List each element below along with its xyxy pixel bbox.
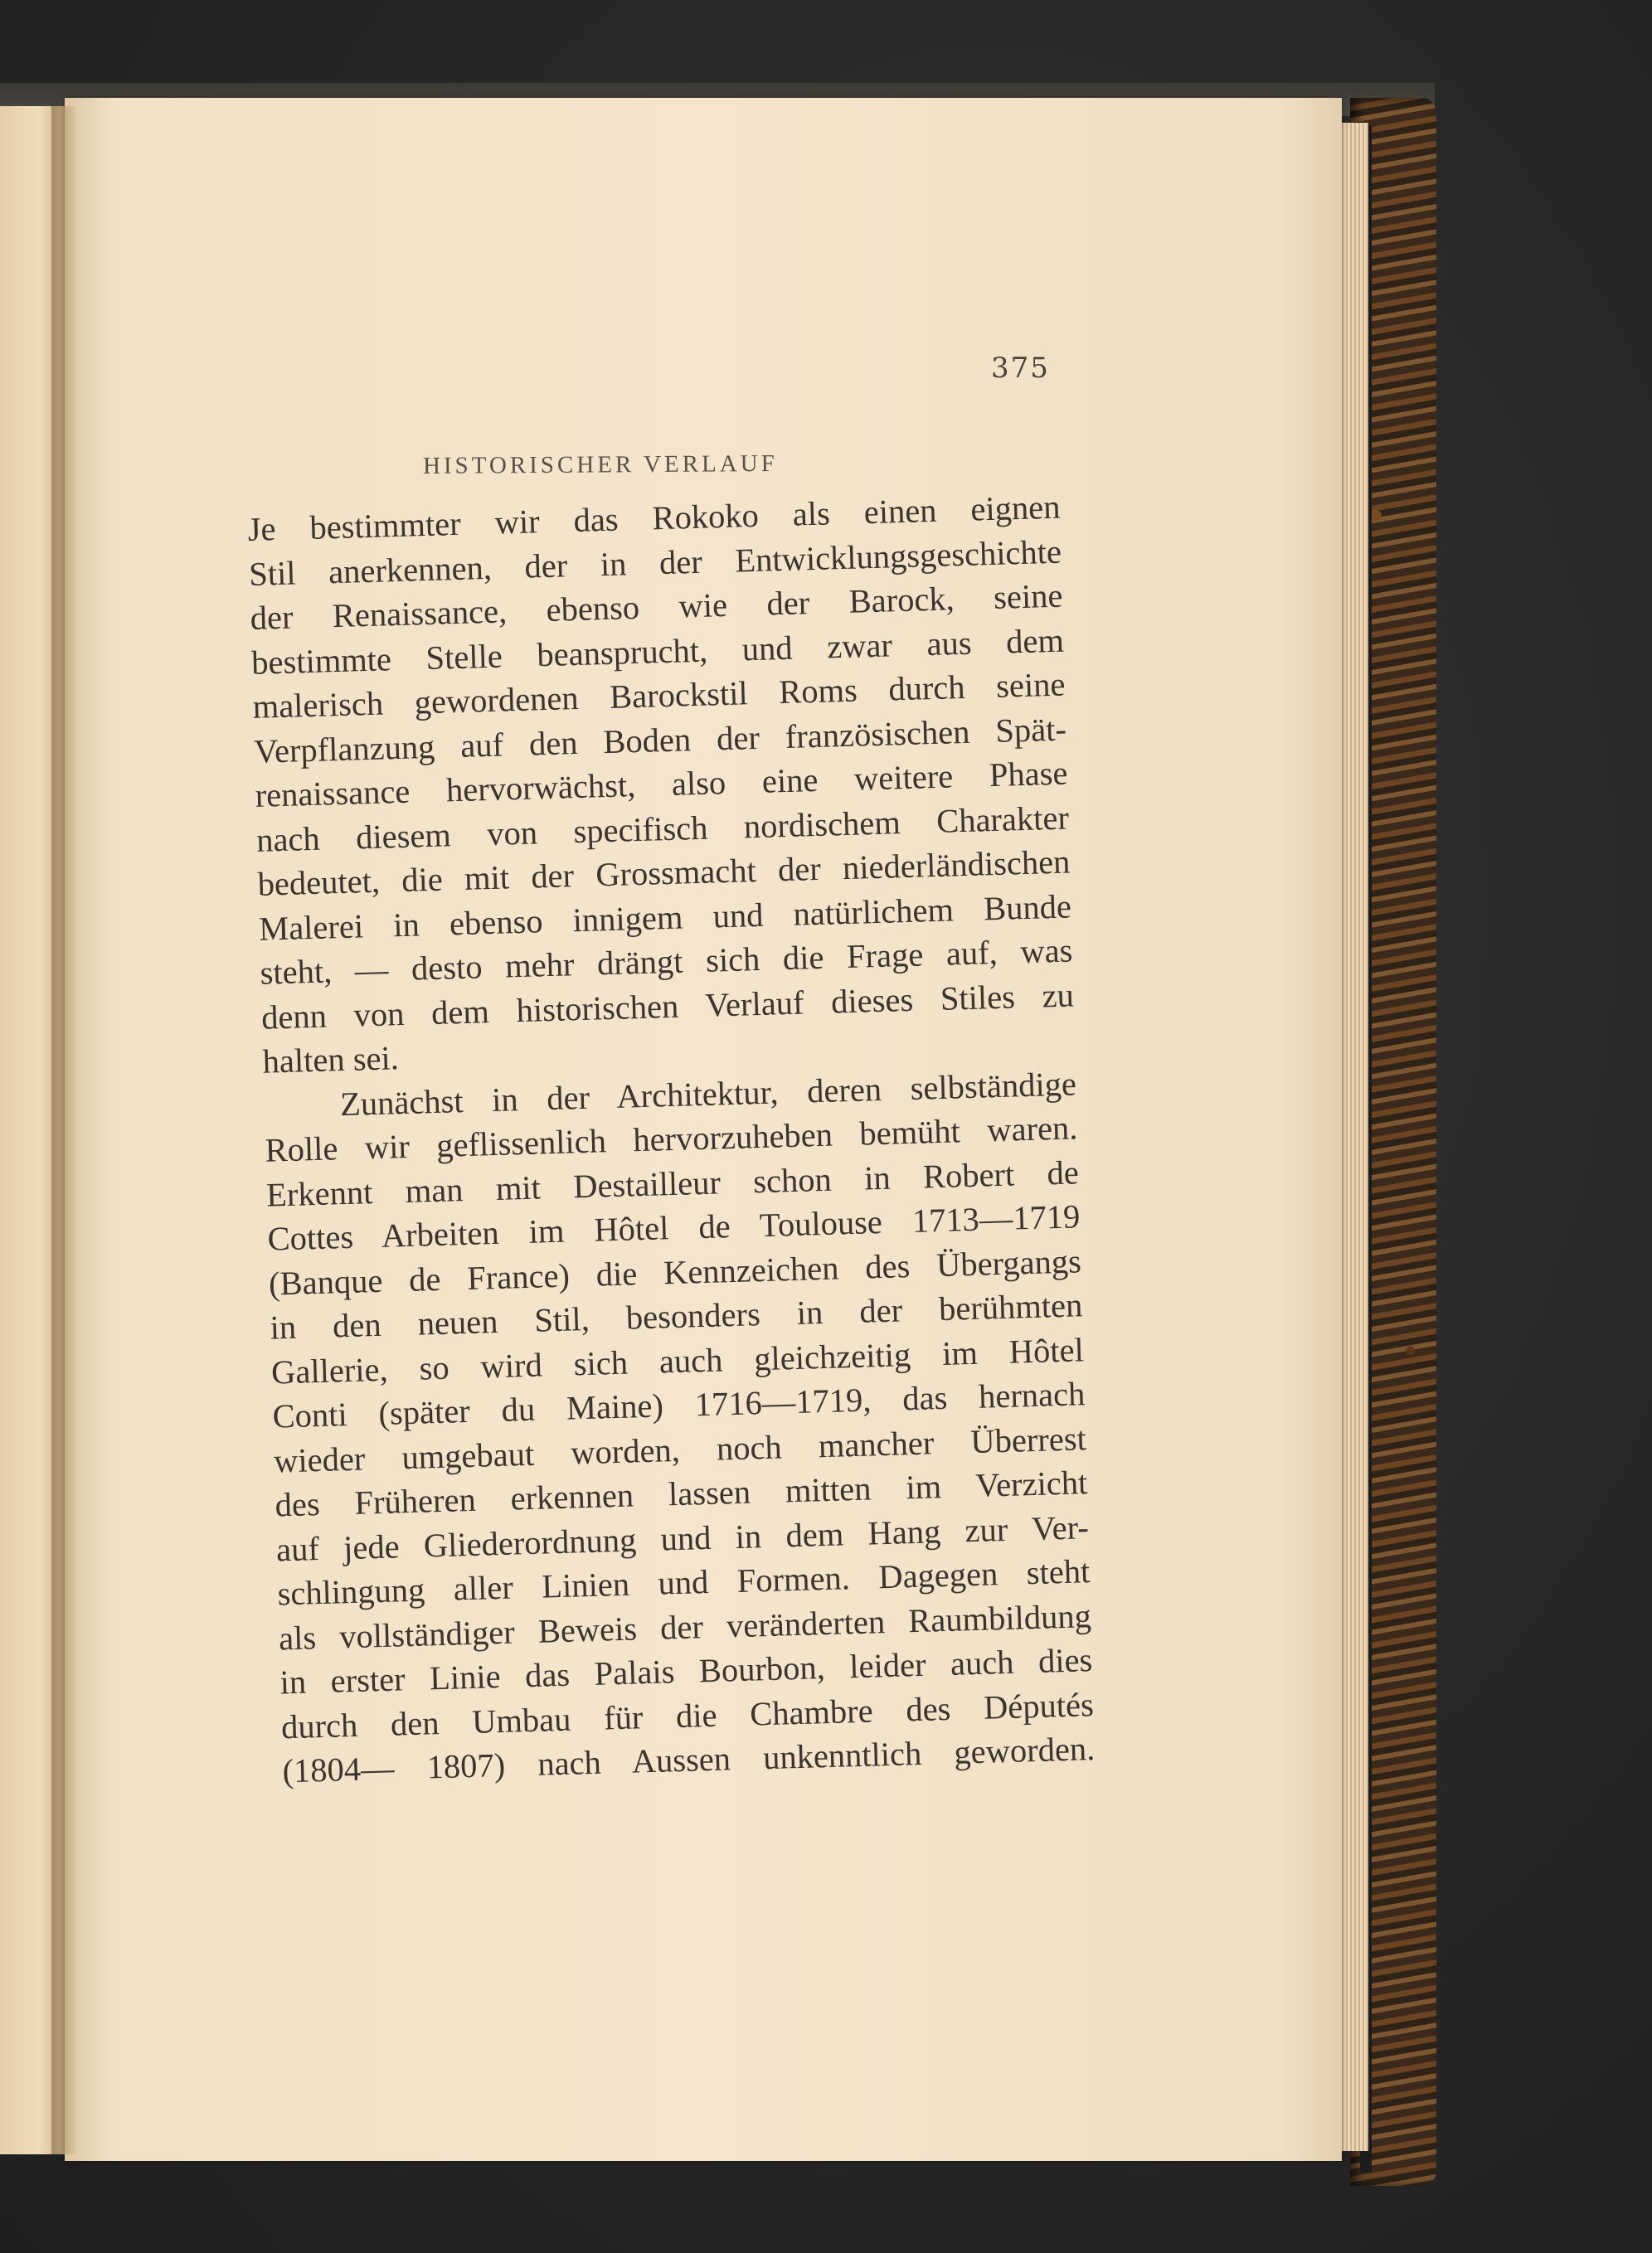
text-line: schlingung aller Linien und Formen. Dagegen steht [276,1552,1091,1613]
text-line: denn von dem historischen Verlauf dieses Stiles zu [260,975,1075,1037]
text-line: Conti (später du Maine) 1716—1719, das hernach [271,1375,1086,1435]
text-line: nach diesem von specifisch nordischem Charakter [255,798,1070,859]
text-line: Verpflanzung auf den Boden der französischen Spät- [253,710,1067,770]
text-line: (1804— 1807) nach Aussen unkenntlich geworden. [281,1730,1096,1790]
text-line: bedeutet, die mit der Grossmacht der niederländischen [257,842,1071,903]
text-line: Gallerie, so wird sich auch gleichzeitig im Hôtel [270,1330,1085,1391]
text-line: halten sei. [262,1039,400,1080]
text-line: wieder umgebaut worden, noch mancher Überrest [273,1419,1087,1480]
text-line: malerisch gewordenen Barockstil Roms durch seine [252,665,1066,726]
text-line: (Banque de France) die Kennzeichen des Übergangs [268,1241,1082,1303]
paragraph-2 [263,1061,1096,1794]
text-line: Je bestimmter wir das Rokoko als einen eignen [247,488,1061,548]
text-line: Cottes Arbeiten im Hôtel de Toulouse 1713—1719 [267,1197,1081,1258]
body-text [247,485,1096,1794]
text-line: steht, — desto mehr drängt sich die Frage auf, was [260,931,1073,992]
text-line: renaissance hervorwächst, also eine weitere Phase [255,754,1068,814]
text-line: in erster Linie das Palais Bourbon, leider auch dies [279,1641,1093,1702]
text-line: in den neuen Stil, besonders in der berühmten [270,1286,1083,1347]
text-line: des Früheren erkennen lassen mitten im Verzicht [274,1464,1088,1524]
running-head: HISTORISCHER VERLAUF [422,449,778,479]
page-gutter [51,106,76,2154]
text-line: Malerei in ebenso innigem und natürlichem Bunde [258,886,1072,948]
text-line: auf jede Gliederordnung und in dem Hang zur Ver- [275,1508,1090,1569]
text-line: Zunächst in der Architektur, deren selbständige [339,1064,1077,1123]
text-line: Rolle wir geflissenlich hervorzuheben bemüht waren. [265,1109,1078,1169]
text-line: durch den Umbau für die Chambre des Députés [280,1685,1095,1746]
text-line: als vollständiger Beweis der veränderten Raumbildung [278,1596,1092,1657]
text-line: bestimmte Stelle beansprucht, und zwar aus dem [250,621,1065,682]
page-number: 375 [991,352,1050,385]
text-line: Erkennt man mit Destailleur schon in Robert de [265,1153,1080,1214]
text-line: der Renaissance, ebenso wie der Barock, seine [250,576,1063,637]
paragraph-1 [247,485,1076,1085]
text-line: Stil anerkennen, der in der Entwicklungsgeschichte [248,532,1062,593]
